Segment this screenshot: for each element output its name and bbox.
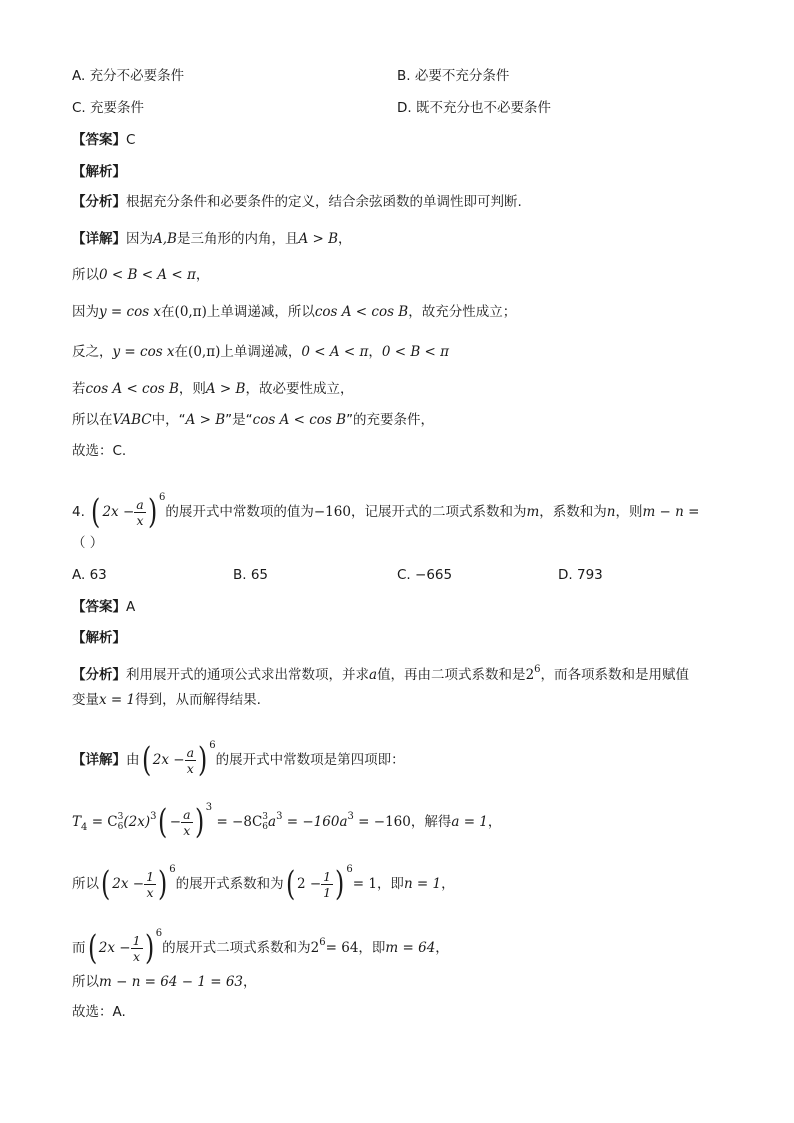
math: a <box>268 814 277 830</box>
q3-answer <box>72 130 135 150</box>
answer-label: 【答案】 <box>72 599 126 615</box>
math: y = cos x <box>99 304 162 320</box>
text: 所以在 <box>72 412 113 428</box>
math: (0,π) <box>174 304 207 320</box>
q4-option-b: B. 65 <box>233 567 269 583</box>
q4-jiexi-label: 【解析】 <box>72 630 126 646</box>
math: cos A < cos B <box>252 412 347 428</box>
denominator: x <box>133 948 141 964</box>
q3-option-c: C. 充要条件 <box>72 100 145 116</box>
superscript: 3 <box>347 811 354 822</box>
math: y = cos x <box>112 344 175 360</box>
math: A > B <box>205 381 246 397</box>
left-paren: ( <box>91 492 101 532</box>
q3-fenxi <box>72 192 522 212</box>
denominator: 1 <box>323 884 332 900</box>
text: ， <box>368 344 382 360</box>
q4-stem <box>72 480 699 530</box>
q4-detail-line-4 <box>72 916 449 966</box>
math: 0 < B < A < π <box>99 267 196 283</box>
q3-detail-line-1 <box>72 229 352 249</box>
text: 的展开式中常数项的值为 <box>165 504 314 520</box>
q3-option-d: D. 既不充分也不必要条件 <box>397 100 551 116</box>
exponent: 6 <box>169 864 176 875</box>
q4-answer <box>72 597 135 617</box>
text: ，故充分性成立； <box>408 304 517 320</box>
superscript: 3 <box>150 811 157 822</box>
superscript: 3 <box>262 812 269 822</box>
text: ，即 <box>376 876 404 892</box>
math: n = 1 <box>403 876 442 892</box>
text: 的展开式系数和为 <box>175 876 284 892</box>
q4-option-c: C. −665 <box>397 567 453 583</box>
text: ，则 <box>615 504 643 520</box>
math: a <box>369 667 378 683</box>
text: 是三角形的内角，且 <box>176 231 299 247</box>
math: = C <box>91 814 118 830</box>
math: n <box>606 504 616 520</box>
fenxi-text: 根据充分条件和必要条件的定义，结合余弦函数的单调性即可判断. <box>126 194 522 210</box>
right-paren: ) <box>194 802 204 842</box>
text: ， <box>195 267 210 283</box>
q3-detail-line-5 <box>72 379 353 399</box>
superscript: 3 <box>117 812 124 822</box>
math: x = 1 <box>99 692 136 708</box>
right-paren: ) <box>198 740 208 780</box>
math: A > B <box>298 231 339 247</box>
math: VABC <box>112 412 152 428</box>
left-paren: ( <box>141 740 151 780</box>
text: ，故必要性成立， <box>245 381 354 397</box>
math: = −160a <box>286 814 348 830</box>
text: ，即 <box>358 940 386 956</box>
q4-option-a: A. 63 <box>72 567 107 583</box>
text: 由 <box>126 752 140 768</box>
numerator: a <box>183 806 191 822</box>
text: 所以 <box>72 267 99 283</box>
text: 上单调递减， <box>220 344 302 360</box>
text: ， <box>338 231 352 247</box>
left-paren: ( <box>87 928 97 968</box>
text: ”的充要条件， <box>346 412 435 428</box>
denominator: x <box>186 760 194 776</box>
q3-detail-line-7: 故选：C. <box>72 443 127 459</box>
math: m = 64 <box>385 940 436 956</box>
subscript: 6 <box>117 822 124 832</box>
q3-detail-line-4 <box>72 342 449 362</box>
text: 变量 <box>72 692 99 708</box>
math: cos A < cos B <box>314 304 409 320</box>
math: 2 <box>525 667 535 683</box>
denominator: x <box>183 822 191 838</box>
fraction <box>134 497 145 528</box>
exponent: 3 <box>205 802 213 813</box>
numerator: 1 <box>132 932 141 948</box>
math: 2x − <box>112 876 145 892</box>
math: cos A < cos B <box>85 381 179 397</box>
subscript: 6 <box>262 822 269 832</box>
text: ， <box>441 876 455 892</box>
text: 的展开式二项式系数和为 <box>162 940 311 956</box>
exponent: 6 <box>346 864 353 875</box>
text: ”是“ <box>225 412 253 428</box>
math: (0,π) <box>188 344 221 360</box>
q3-jiexi-label: 【解析】 <box>72 164 126 180</box>
detail-label: 【详解】 <box>72 752 126 768</box>
right-paren: ) <box>147 492 157 532</box>
math: 2x − <box>98 940 131 956</box>
text: 在 <box>174 344 189 360</box>
superscript: 3 <box>276 811 283 822</box>
math: −160 <box>313 504 351 520</box>
q3-detail-line-3 <box>72 302 516 322</box>
right-paren: ) <box>158 864 168 904</box>
text: ， <box>243 974 257 990</box>
fenxi-label: 【分析】 <box>72 667 126 683</box>
right-paren: ) <box>144 928 154 968</box>
text: 因为 <box>72 304 99 320</box>
left-paren: ( <box>158 802 168 842</box>
math: (2x) <box>123 814 151 830</box>
question-number: 4. <box>72 504 85 520</box>
math: 2 <box>310 940 320 956</box>
left-paren: ( <box>100 864 111 904</box>
q4-option-d: D. 793 <box>558 567 603 583</box>
q4-detail-line-2: $T_4 = C$ 3 6 $(2x)^3$( − $\frac{a}{x}$ ) $^3$ = −8C 3 6 $a^3 = -160a^3 = -160$，解得a = 1， <box>72 802 502 842</box>
text: ， <box>487 814 502 830</box>
q4-detail-line-6: 故选：A. <box>72 1004 126 1020</box>
text: 所以 <box>72 974 99 990</box>
fenxi-label: 【分析】 <box>72 194 126 210</box>
numerator: 1 <box>146 868 155 884</box>
answer-value: A <box>126 599 136 615</box>
math: A,B <box>153 231 177 247</box>
exponent: 6 <box>155 928 163 939</box>
q3-option-a: A. 充分不必要条件 <box>72 68 185 84</box>
text: 利用展开式的通项公式求出常数项，并求 <box>126 667 369 683</box>
right-paren: ) <box>335 864 345 904</box>
text: 而 <box>72 940 86 956</box>
q4-fenxi-line-1 <box>72 660 689 685</box>
math: m − n = 64 − 1 = 63 <box>99 974 244 990</box>
math: = −8C <box>216 814 263 830</box>
math: m <box>526 504 540 520</box>
fraction <box>144 869 156 900</box>
text: 的展开式中常数项是第四项即： <box>215 752 405 768</box>
q3-detail-line-6 <box>72 410 434 430</box>
denominator: x <box>146 884 154 900</box>
fraction <box>181 807 192 838</box>
text: ，而各项系数和是用赋值 <box>540 667 690 683</box>
math: 0 < A < π <box>301 344 369 360</box>
text: 得到，从而解得结果. <box>135 692 261 708</box>
math: = −160 <box>358 814 411 830</box>
text: 若 <box>72 381 86 397</box>
math: a = 1 <box>451 814 488 830</box>
math: T <box>72 814 82 830</box>
text: 所以 <box>72 876 99 892</box>
numerator: 1 <box>323 868 332 884</box>
superscript: 6 <box>534 664 541 675</box>
math: 2 − <box>296 876 322 892</box>
fraction <box>321 869 333 900</box>
answer-label: 【答案】 <box>72 132 126 148</box>
q4-detail-line-1 <box>72 728 405 778</box>
math: A > B <box>185 412 226 428</box>
fraction <box>131 933 143 964</box>
detail-label: 【详解】 <box>72 231 126 247</box>
numerator: a <box>186 744 195 760</box>
superscript: 6 <box>319 937 326 948</box>
text: ，记展开式的二项式系数和为 <box>350 504 527 520</box>
math: = 1 <box>352 876 377 892</box>
fraction <box>185 745 196 776</box>
text: ，解得 <box>410 814 452 830</box>
text: 上单调递减，所以 <box>206 304 315 320</box>
math: = 64 <box>325 940 359 956</box>
left-paren: ( <box>285 864 295 904</box>
math: m − n = <box>642 504 700 520</box>
q4-detail-line-5 <box>72 972 257 992</box>
text: ， <box>435 940 449 956</box>
subscript: 4 <box>81 822 88 833</box>
text: 反之， <box>72 344 113 360</box>
exponent: 6 <box>209 740 216 751</box>
q3-detail-line-2 <box>72 265 209 285</box>
math: 0 < B < π <box>381 344 450 360</box>
text: 因为 <box>126 231 153 247</box>
text: 中，“ <box>151 412 186 428</box>
math: 2x − <box>102 504 135 520</box>
math: 2x − <box>152 752 185 768</box>
exponent: 6 <box>158 492 166 503</box>
q4-answer-paren: （ ） <box>72 535 104 551</box>
text: ，则 <box>178 381 206 397</box>
q3-option-b: B. 必要不充分条件 <box>397 68 510 84</box>
answer-value: C <box>126 132 136 148</box>
text: 值，再由二项式系数和是 <box>377 667 526 683</box>
q4-detail-line-3 <box>72 852 455 902</box>
numerator: a <box>136 496 144 512</box>
text: 在 <box>161 304 175 320</box>
text: ，系数和为 <box>539 504 607 520</box>
q4-fenxi-line-2 <box>72 690 261 710</box>
denominator: x <box>136 512 144 528</box>
